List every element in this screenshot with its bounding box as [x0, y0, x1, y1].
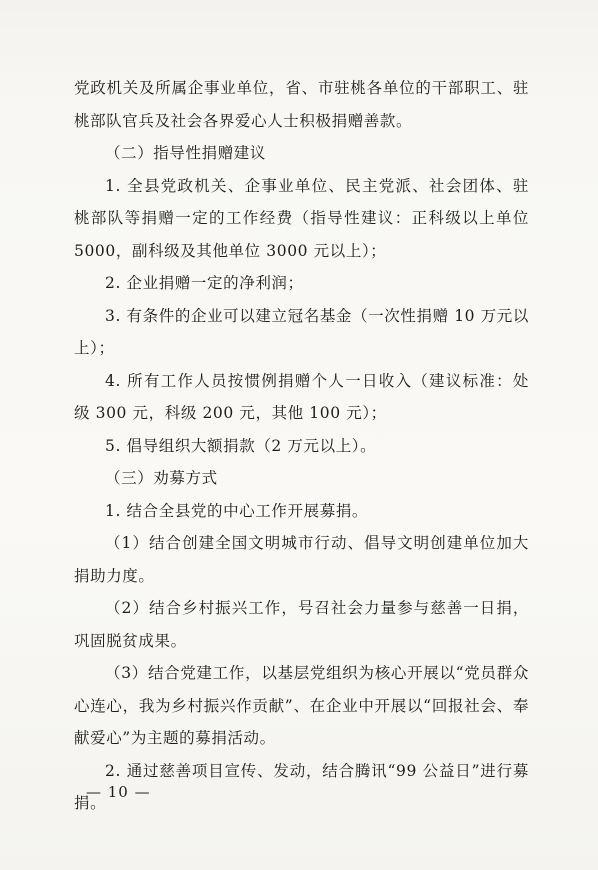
section-heading-methods: （三）劝募方式: [105, 469, 218, 487]
list-item: 3. 有条件的企业可以建立冠名基金（一次性捐赠 10 万元以上）；: [74, 306, 529, 357]
list-item: 1. 结合全县党的中心工作开展募捐。: [105, 501, 369, 520]
list-item: 2. 通过慈善项目宣传、发动，结合腾讯“99 公益日”进行募捐。: [74, 761, 529, 812]
list-item: 1. 全县党政机关、企事业单位、民主党派、社会团体、驻桃部队等捐赠一定的工作经费（指导性建议：正科级以上单位 5000，副科级及其他单位 3000 元以上）；: [74, 176, 529, 260]
paragraph-continuation: 党政机关及所属企事业单位，省、市驻桃各单位的干部职工、驻桃部队官兵及社会各界爱心人士积极捐赠善款。: [74, 79, 529, 130]
section-heading-guidance: （二）指导性捐赠建议: [105, 144, 267, 162]
sub-list-item: （2）结合乡村振兴工作，号召社会力量参与慈善一日捐，巩固脱贫成果。: [74, 599, 529, 650]
document-body: [74, 72, 529, 820]
list-item: 4. 所有工作人员按惯例捐赠个人一日收入（建议标准：处级 300 元，科级 200 元，其他 100 元）；: [74, 371, 529, 422]
page-number: — 10 —: [86, 783, 151, 801]
list-item: 2. 企业捐赠一定的净利润；: [105, 274, 304, 292]
sub-list-item: （1）结合创建全国文明城市行动、倡导文明创建单位加大捐助力度。: [74, 534, 529, 585]
list-item: 5. 倡导组织大额捐款（2 万元以上）。: [105, 436, 377, 455]
sub-list-item: （3）结合党建工作，以基层党组织为核心开展以“党员群众心连心，我为乡村振兴作贡献”、在企业中开展以“回报社会、奉献爱心”为主题的募捐活动。: [74, 664, 529, 747]
